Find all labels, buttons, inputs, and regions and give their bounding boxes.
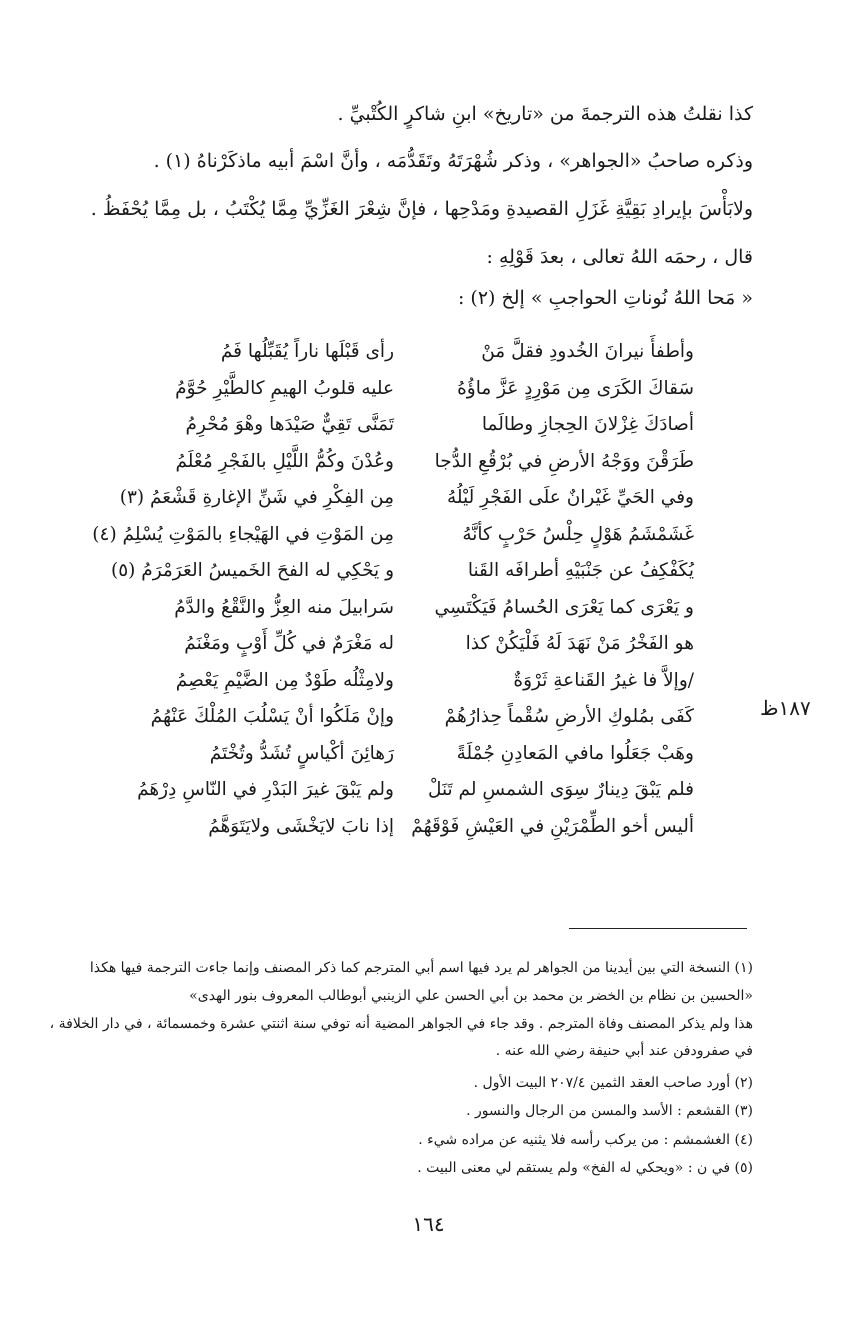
verse-first-hemistich: يُكَفْكِفُ عن جَنْبَيْهِ أطرافَه القَنا: [467, 560, 694, 581]
verse-second-hemistich: وإنْ مَلَكُوا أنْ يَسْلُبَ المُلْكَ عَنْهُمُ: [150, 706, 394, 727]
verse-second-hemistich: تَمَنَّى تَقِيٌّ صَيْدَها وهْوَ مُحْرِمُ: [185, 414, 394, 435]
prose-line: « مَحا اللهُ نُوناتِ الحواجبِ » إلخ (٢) :: [457, 287, 753, 309]
verse-first-hemistich: أليس أخو الطِّمْرَيْنِ في العَيْشِ فَوْقَهُمْ: [411, 816, 694, 837]
verse-first-hemistich: /وإلاَّ فا غيرُ القَناعةِ ثَرْوَةٌ: [513, 670, 694, 691]
folio-marker: ١٨٧ظ: [760, 696, 811, 720]
prose-line: كذا نقلتُ هذه الترجمةَ من «تاريخ» ابنِ شاكرٍ الكُتْبيِّ .: [337, 103, 753, 125]
verse-second-hemistich: رَهائِنَ أكْياسٍ تُشَدُّ وتُخْتَمُ: [209, 743, 394, 764]
prose-line: قال ، رحمَه اللهُ تعالى ، بعدَ قَوْلِهِ :: [486, 246, 753, 268]
verse-second-hemistich: رأى قَبْلَها ناراً يُقَبِّلُها فَمُ: [220, 341, 394, 362]
prose-line: وذكره صاحبُ «الجواهر» ، وذكر شُهْرَتَهُ وتَقَدُّمَه ، وأنَّ اسْمَ أبيه ماذكَرْناهُ (١) .: [153, 150, 753, 172]
verse-first-hemistich: سَقاكَ الكَرَى مِن مَوْرِدٍ عَزَّ ماؤُهُ: [457, 378, 694, 399]
footnote-line: هذا ولم يذكر المصنف وفاة المترجم . وقد جاء في الجواهر المضية أنه توفي سنة اثنتي عشرة وخمسمائة ، في دار الخلافة ،: [49, 1016, 753, 1032]
footnote-line: (٣) القشعم : الأسد والمسن من الرجال والنسور .: [466, 1103, 753, 1119]
verse-first-hemistich: وهَبْ جَعَلُوا مافي المَعادِنِ جُمْلَةً: [456, 743, 694, 764]
verse-first-hemistich: فلم يَبْقَ دِينارٌ سِوَى الشمسِ لم تَنَلْ: [427, 779, 694, 800]
verse-first-hemistich: و يَعْرَى كما يَعْرَى الحُسامُ فَيَكْتَسِي: [434, 597, 694, 618]
verse-first-hemistich: وفي الحَيِّ غَيْرانٌ علَى الفَجْرِ لَيْلُهُ: [446, 487, 694, 508]
verse-second-hemistich: ولم يَبْقَ غيرَ البَدْرِ في النّاسِ دِرْهَمُ: [137, 779, 394, 800]
verse-second-hemistich: مِن المَوْتِ في الهَيْجاءِ بالمَوْتِ يُسْلِمُ (٤): [92, 524, 394, 545]
verse-first-hemistich: هو الفَخْرُ مَنْ نَهَدَ لَهُ فَلْيَكُنْ كذا: [465, 633, 694, 654]
verse-first-hemistich: وأطفأَ نيرانَ الخُدودِ فقلَّ مَنْ: [481, 341, 694, 362]
footnote-line: (١) النسخة التي بين أيدينا من الجواهر لم يرد فيها اسم أبي المترجم كما ذكر المصنف وإنما جاءت الترجمة فيها هكذا: [89, 960, 753, 976]
verse-second-hemistich: ولامِثْلُه طَوْدٌ مِن الضَّيْمِ يَعْصِمُ: [175, 670, 394, 691]
verse-second-hemistich: سَرابيلَ منه العِزُّ والنَّقْعُ والدَّمُ: [174, 597, 394, 618]
page-number: ١٦٤: [412, 1212, 445, 1236]
verse-first-hemistich: أصادَكَ غِزْلانَ الحِجازِ وطالَما: [481, 414, 694, 435]
footnote-line: (٥) في ن : «ويحكي له الفخ» ولم يستقم لي معنى البيت .: [417, 1160, 753, 1176]
verse-first-hemistich: كَفَى بمُلوكِ الأرضِ سُقْماً حِذارُهُمْ: [444, 706, 694, 727]
prose-line: ولابَأْسَ بإيرادِ بَقِيَّةِ غَزَلِ القصيدةِ ومَدْحِها ، فإنَّ شِعْرَ الغَزِّيِّ مِمَّا يُكْتَبُ ، بل مِمَّا يُحْفَظُ .: [90, 198, 753, 220]
footnote-line: في صفرودفن عند أبي حنيفة رضي الله عنه .: [495, 1043, 753, 1059]
verse-second-hemistich: و يَحْكِي له الفحَ الخَميسُ العَرَمْرَمُ (٥): [110, 560, 394, 581]
footnote-line: (٤) الغشمشم : من يركب رأسه فلا يثنيه عن مراده شيء .: [418, 1132, 753, 1148]
verse-first-hemistich: طَرَقْنَ ووَجْهُ الأرضِ في بُرْقُعِ الدُّجا: [434, 451, 694, 472]
verse-second-hemistich: مِن الفِكْرِ في شَنِّ الإغارةِ قَشْعَمُ (٣): [119, 487, 394, 508]
verse-second-hemistich: عليه قلوبُ الهيمِ كالطَّيْرِ حُوَّمُ: [175, 378, 394, 399]
verse-first-hemistich: غَشَمْشَمُ هَوْلٍ حِلْسُ حَرْبٍ كأنَّهُ: [462, 524, 694, 545]
verse-second-hemistich: إذا نابَ لايَخْشَى ولايَتَوَهَّمُ: [208, 816, 394, 837]
footnote-line: (٢) أورد صاحب العقد الثمين ٢٠٧/٤ البيت الأول .: [473, 1075, 753, 1091]
footnote-line: «الحسين بن نظام بن الخضر بن محمد بن أبي الحسن علي الزينبي أبوطالب المعروف بنور الهدى»: [189, 988, 753, 1004]
verse-second-hemistich: له مَغْرَمٌ في كُلِّ أَوْبٍ ومَغْنَمُ: [184, 633, 394, 654]
verse-second-hemistich: وعُدْنَ وكُمُّ اللَّيْلِ بالفَجْرِ مُعْلَمُ: [175, 451, 394, 472]
footnote-divider: [569, 928, 747, 929]
